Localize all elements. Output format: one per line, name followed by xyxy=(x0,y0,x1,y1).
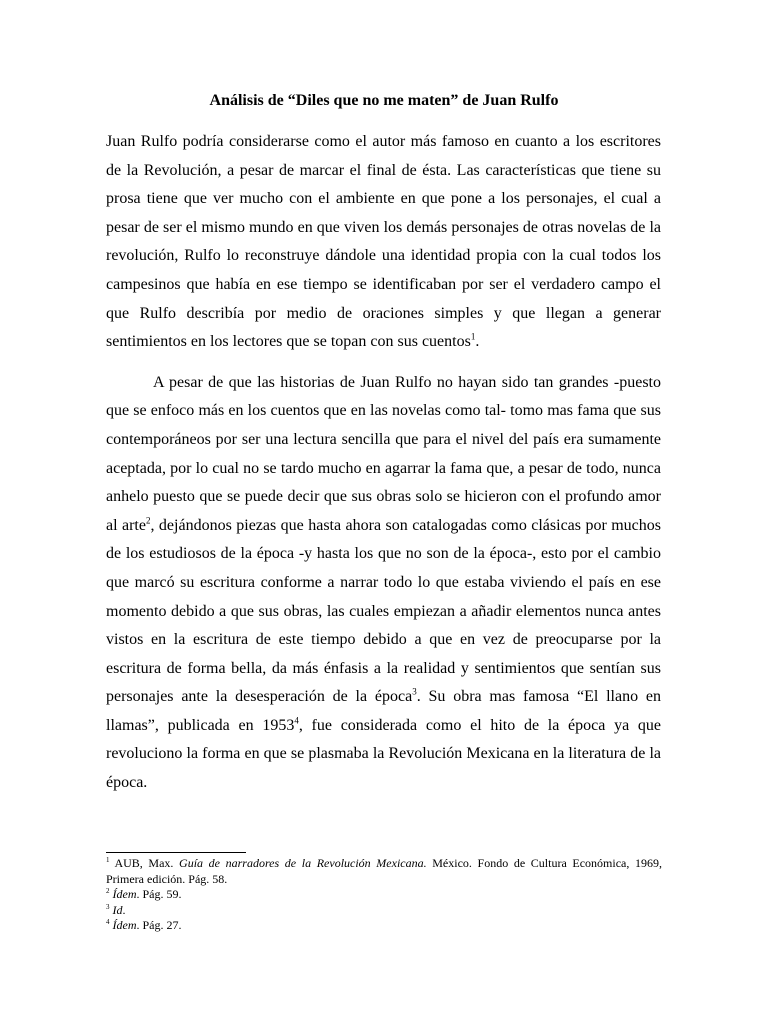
paragraph-2-part-4: , fue considerada como el hito de la época ya que revoluciono la forma en que se plasmaba la Revolución Mexicana en la literatura de la época. xyxy=(106,716,661,792)
footnote-separator xyxy=(106,852,246,853)
footnote-text: AUB, Max. xyxy=(109,856,180,870)
paragraph-1-text: Juan Rulfo podría considerarse como el autor más famoso en cuanto a los escritores de la Revolución, a pesar de marcar el final de ésta. Las características que tiene su prosa tiene que ver mucho con el ambiente en que pone a los personajes, el cual a pesar de ser el mismo mundo en que viven los demás personajes de otras novelas de la revolución, Rulfo lo reconstruye dándole una identidad propia con la cual todos los campesinos que había en ese tiempo se identificaban por ser el verdadero campo el que Rulfo describía por medio de oraciones simples y que llegan a generar sentimientos en los lectores que se topan con sus cuentos xyxy=(106,133,661,351)
footnote-4 xyxy=(106,918,662,934)
footnote-2 xyxy=(106,887,662,903)
paragraph-2-part-3: . Su obra mas famosa “El llano en llamas”, publicada en 1953 xyxy=(106,688,661,734)
footnote-italic-ref: Ídem xyxy=(112,918,137,932)
paragraph-1 xyxy=(106,128,661,357)
footnote-number: 1 xyxy=(106,856,110,864)
footnote-number: 3 xyxy=(106,902,110,911)
footnote-ref-2: 2 xyxy=(145,515,151,526)
paragraph-2-part-1: A pesar de que las historias de Juan Rulfo no hayan sido tan grandes -puesto que se enfoco más en los cuentos que en las novelas como tal- tomo mas fama que sus contemporáneos por ser una lectura sencilla que para el nivel del país era sumamente aceptada, por lo cual no se tardo mucho en agarrar la fama que, a pesar de todo, nunca anhelo puesto que se puede decir que sus obras solo se hicieron con el profundo amor al arte xyxy=(106,373,661,534)
footnote-ref-3: 3 xyxy=(412,686,417,697)
footnote-number: 4 xyxy=(106,918,110,926)
footnote-text: . Pág. 59. xyxy=(136,887,182,901)
footnote-italic-title: Guía de narradores de la Revolución Mexicana. xyxy=(179,856,427,870)
footnote-italic-ref: Id xyxy=(112,902,123,917)
footnotes xyxy=(106,856,662,934)
footnote-ref-4: 4 xyxy=(294,715,299,726)
footnote-number: 2 xyxy=(106,887,110,895)
footnote-text: . xyxy=(122,902,126,917)
footnote-text: . Pág. 27. xyxy=(136,918,182,932)
footnote-1 xyxy=(106,856,662,887)
document-body xyxy=(106,128,661,798)
paragraph-1-end: . xyxy=(475,333,480,351)
paragraph-2-part-2: , dejándonos piezas que hasta ahora son catalogadas como clásicas por muchos de los estudiosos de la época -y hasta los que no son de la época-, esto por el cambio que marcó su escritura conforme a narrar todo lo que estaba viviendo el país en ese momento debido a que sus obras, las cuales empiezan a añadir elementos nunca antes vistos en la escritura de este tiempo debido a que en vez de preocuparse por la escritura de forma bella, da más énfasis a la realidad y sentimientos que sentían sus personajes ante la desesperación de la época xyxy=(106,516,662,706)
footnote-italic-ref: Ídem xyxy=(112,887,137,901)
footnote-ref-1: 1 xyxy=(470,331,476,342)
footnote-text: México. Fondo de Cultura Económica, 1969, Primera edición. Pág. 58. xyxy=(106,856,662,886)
document-title: Análisis de “Diles que no me maten” de Juan Rulfo xyxy=(209,92,559,109)
paragraph-2 xyxy=(106,369,661,798)
footnote-3 xyxy=(106,903,662,919)
